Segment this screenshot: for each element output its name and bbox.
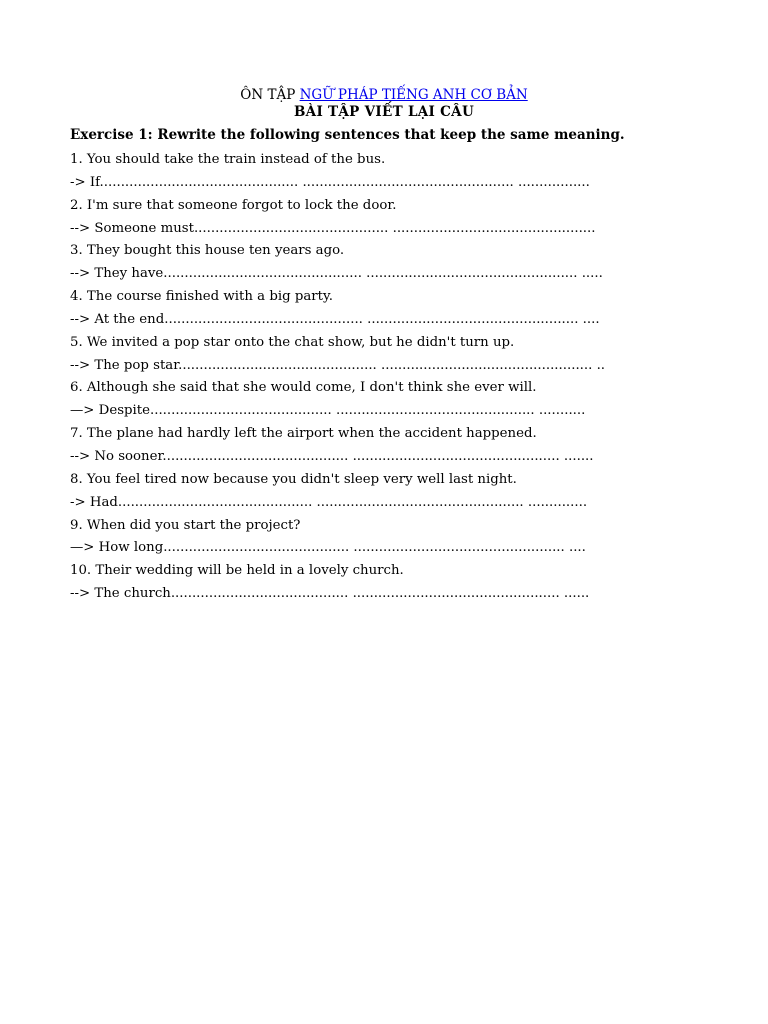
- question-2: 2. I'm sure that someone forgot to lock the door.: [70, 197, 397, 213]
- question-5: 5. We invited a pop star onto the chat show, but he didn't turn up.: [70, 334, 515, 350]
- question-6: 6. Although she said that she would come, I don't think she ever will.: [70, 380, 537, 396]
- grammar-link[interactable]: NGỮ PHÁP TIẾNG ANH CƠ BẢN: [299, 87, 528, 103]
- question-1: 1. You should take the train instead of the bus.: [70, 152, 386, 167]
- answer-line-5: --> The pop star............................................... .................................................. ..: [70, 357, 606, 373]
- answer-line-1: -> If............................................... .................................................. .................: [70, 174, 590, 190]
- answer-line-3: --> They have............................................... .................................................. .....: [70, 266, 603, 282]
- document-title: [0, 86, 768, 104]
- title-prefix: ÔN TẬP: [240, 87, 300, 103]
- question-3: 3. They bought this house ten years ago.: [70, 243, 345, 259]
- answer-line-7: --> No sooner............................................ ................................................. .......: [70, 448, 594, 464]
- question-8: 8. You feel tired now because you didn't sleep very well last night.: [70, 471, 517, 487]
- question-10: 10. Their wedding will be held in a lovely church.: [70, 563, 404, 579]
- document-subtitle: BÀI TẬP VIẾT LẠI CÂU: [293, 104, 475, 120]
- question-4: 4. The course finished with a big party.: [70, 289, 333, 305]
- answer-line-10: --> The church.......................................... ................................................. ......: [70, 586, 590, 602]
- exercise-body: [70, 126, 630, 606]
- answer-line-2: --> Someone must.............................................. ................................................: [70, 220, 596, 236]
- question-7: 7. The plane had hardly left the airport when the accident happened.: [70, 426, 537, 442]
- answer-line-8: -> Had.............................................. ................................................. ..............: [70, 494, 588, 510]
- answer-line-4: --> At the end............................................... .................................................. ....: [70, 311, 600, 327]
- answer-line-9: —> How long............................................ .................................................. ....: [70, 540, 586, 556]
- answer-line-6: —> Despite........................................... ............................................... ...........: [70, 403, 586, 419]
- exercise-heading: Exercise 1: Rewrite the following sentences that keep the same meaning.: [70, 127, 625, 143]
- question-9: 9. When did you start the project?: [70, 517, 301, 533]
